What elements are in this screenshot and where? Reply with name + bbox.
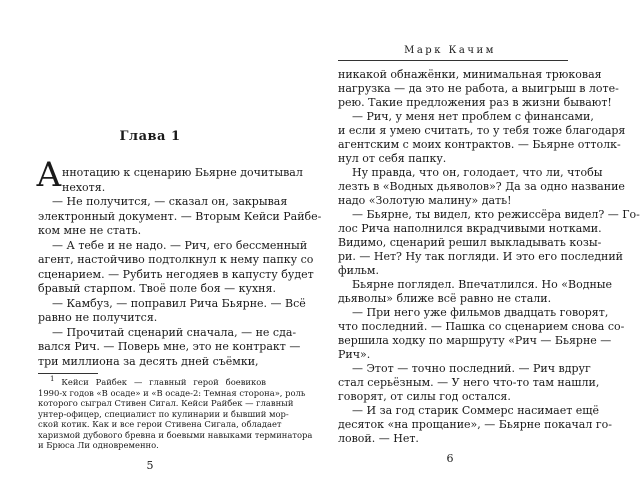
text-line: — Не получится, — сказал он, закрывая — [52, 195, 288, 208]
text-line: рею. Такие предложения раз в жизни бывают! — [338, 96, 612, 109]
text-line: равно не получится. — [38, 311, 158, 324]
text-line: — Бьярне, ты видел, кто режиссёра видел? — Го- — [352, 208, 640, 221]
text-line: десяток «на прощание», — Бьярне покачал го- — [338, 418, 612, 431]
text-line: ловой. — Нет. — [338, 432, 419, 445]
text-line: Рич». — [338, 348, 371, 361]
text-line: нагрузка — да это не работа, а выигрыш в лоте- — [338, 82, 619, 95]
running-header: Марк Качим — [404, 45, 496, 56]
text-line: Видимо, сценарий решил выкладывать козы- — [338, 236, 602, 249]
text-line: сценарием. — Рубить негодяев в капусту будет — [38, 267, 314, 281]
footnote-line: унтер-офицер, специалист по кулинарии и бывший мор- — [38, 408, 289, 419]
right-page — [300, 0, 640, 485]
text-line: вался Рич. — Поверь мне, это не контракт — — [38, 340, 301, 353]
text-line: — При него уже фильмов двадцать говорят, — [352, 306, 609, 319]
text-line: — Камбуз, — поправил Рича Бьярне. — Всё — [52, 296, 306, 310]
text-line: — А тебе и не надо. — Рич, его бессменный — [52, 238, 308, 252]
footnote-line: харизмой дубового бревна и боевыми навыками терминатора — [38, 429, 313, 440]
text-line: и если я умею считать, то у тебя тоже благодаря — [338, 124, 626, 137]
page-number: 6 — [446, 452, 454, 465]
text-line: вершила ходку по маршруту «Рич — Бьярне — — [338, 334, 612, 347]
left-page-continuation — [0, 0, 314, 485]
text-line: нехотя. — [62, 180, 106, 194]
page-number: 5 — [146, 458, 154, 472]
footnote-line: и Брюса Ли одновременно. — [38, 440, 159, 450]
text-line: — Этот — точно последний. — Рич вдруг — [352, 362, 591, 375]
text-line: бравый старпом. Твоё поле боя — кухня. — [38, 282, 276, 295]
header-rule — [338, 60, 568, 61]
text-line: — Прочитай сценарий сначала, — не сда- — [52, 325, 297, 339]
footnote-line: ской котик. Как и все герои Стивена Сигала, обладает — [38, 419, 282, 429]
text-line: ннотацию к сценарию Бьярне дочитывал — [62, 166, 303, 179]
text-line: нул от себя папку. — [338, 152, 447, 165]
text-line: лезть в «Водных дьяволов»? Да за одно название — [338, 180, 625, 193]
footnote-line: 1990-х годов «В осаде» и «В осаде-2: Темная сторона», роль — [38, 387, 306, 398]
text-line: стал серьёзным. — У него что-то там нашли, — [338, 376, 600, 389]
footnote-marker: 1 — [50, 375, 55, 384]
text-line: дьяволы» ближе всё равно не стали. — [338, 292, 552, 305]
text-line: агент, настойчиво подтолкнул к нему папку со — [38, 253, 314, 266]
text-span: электронный документ. — Вторым Кейси Райбе- — [38, 209, 322, 223]
text-line: агентским с моих контрактов. — Бьярне оттолк- — [338, 138, 621, 151]
text-line: никакой обнажёнки, минимальная трюковая — [338, 68, 602, 81]
footnote-text: Кейси Райбек — главный герой боевиков — [61, 377, 266, 387]
text-line: лос Рича наполнился вкрадчивыми нотками. — [338, 222, 602, 235]
footnote-line: которого сыграл Стивен Сигал. Кейси Райбек — главный — [38, 398, 294, 408]
text-line: Ну правда, что он, голодает, что ли, чтобы — [352, 166, 603, 179]
text-line: надо «Золотую малину» дать! — [338, 194, 512, 207]
drop-cap: А — [36, 155, 62, 195]
text-line: говорят, от силы год остался. — [338, 390, 511, 403]
text-line: Бьярне поглядел. Впечатлился. Но «Водные — [352, 278, 613, 291]
text-line: — И за год старик Соммерс насимает ещё — [352, 404, 600, 417]
text-line: что последний. — Пашка со сценарием снова со- — [338, 320, 625, 333]
text-line: три миллиона за десять дней съёмки, — [38, 354, 259, 368]
text-line: — Рич, у меня нет проблем с финансами, — [352, 110, 594, 123]
text-line: ри. — Нет? Ну так погляди. И это его последний — [338, 250, 623, 263]
text-span: ком мне не стать. — [38, 224, 142, 237]
text-line: фильм. — [338, 264, 379, 277]
chapter-title: Глава 1 — [119, 129, 181, 144]
